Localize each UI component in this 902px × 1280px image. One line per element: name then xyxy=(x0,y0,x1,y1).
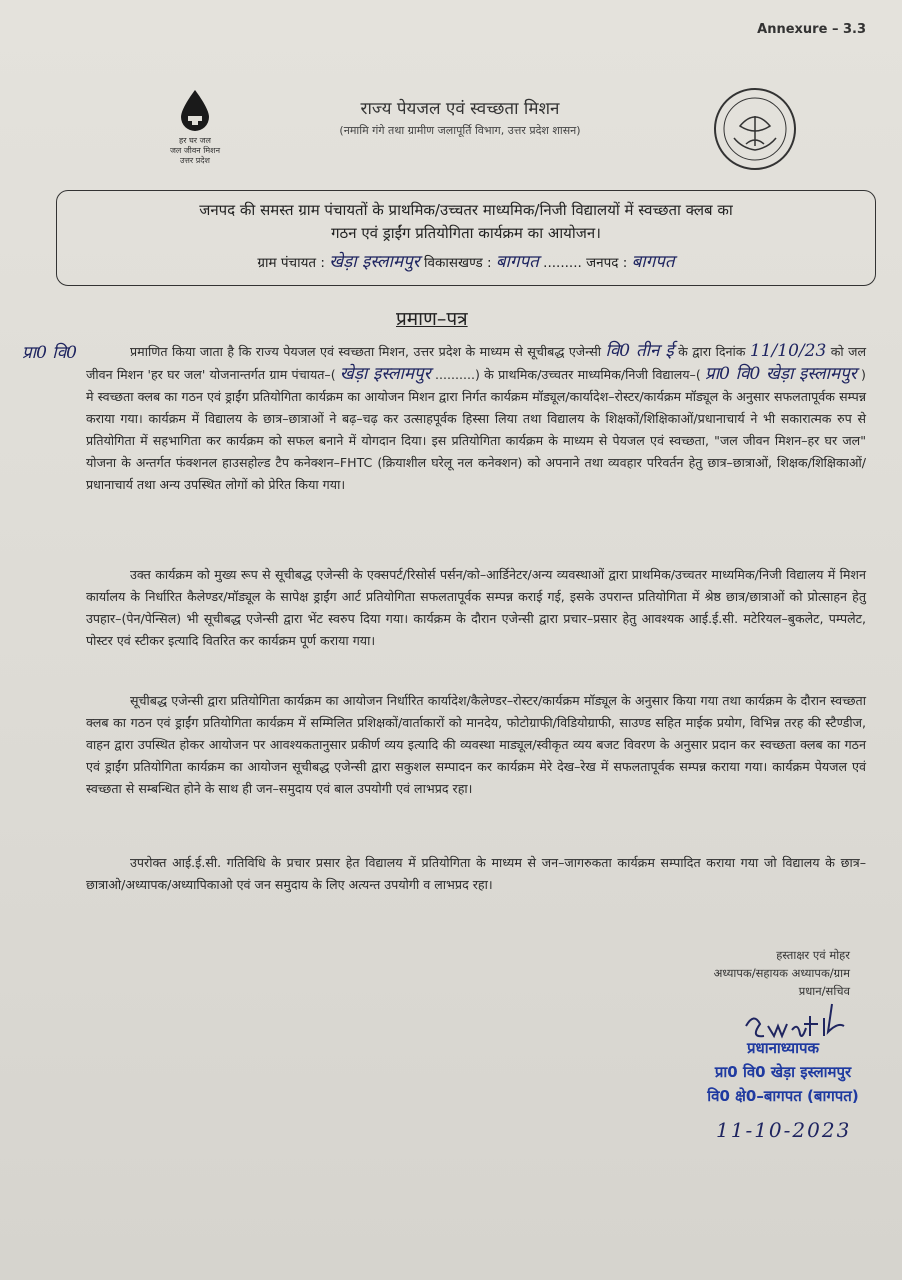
gram-panchayat-value: खेड़ा इस्लामपुर xyxy=(329,252,420,272)
gram-panchayat-handwritten: खेड़ा इस्लामपुर xyxy=(339,364,431,384)
block-label: विकासखण्ड : xyxy=(424,255,492,271)
paragraph-2 xyxy=(86,564,866,652)
water-drop-icon xyxy=(176,88,214,132)
document-title: प्रमाण–पत्र xyxy=(396,308,468,330)
signature-date: 11-10-2023 xyxy=(716,1118,852,1142)
logo-caption-3: उत्तर प्रदेश xyxy=(180,156,210,165)
location-line: ग्राम पंचायत : खेड़ा इस्लामपुर विकासखण्ड : बागपत ......... जनपद : बागपत xyxy=(257,252,675,272)
para1-text-d: ..........) के प्राथमिक/उच्चतर माध्यमिक/निजी विद्यालय–( xyxy=(434,367,701,382)
mission-subtitle: (नमामि गंगे तथा ग्रामीण जलापूर्ति विभाग, उत्तर प्रदेश शासन) xyxy=(339,124,581,137)
logo-caption-1: हर घर जल xyxy=(179,136,211,145)
signatory-roles: अध्यापक/सहायक अध्यापक/ग्राम xyxy=(713,966,850,980)
para2-text: उक्त कार्यक्रम को मुख्य रूप से सूचीबद्ध एजेन्सी के एक्सपर्ट/रिसोर्स पर्सन/को–आर्डिनेटर/अन्य व्यवस्थाओं द्वारा प्राथमिक/उच्चतर माध्यमिक/निजी विद्यालय में मिशन कार्यालय के निर्धारित कैलेण्डर/मॉड्यूल के सापेक्ष ड्राईंग आर्ट प्रतियोगिता सफलतापूर्वक सम्पन्न कराई गई, इसके उपरान्त प्रतियोगिता में श्रेष्ठ छात्र/छात्राओं को प्रोत्साहन हेतु उपहार–(पेन/पेन्सिल) भी सूचीबद्ध एजेन्सी द्वारा भेंट स्वरुप दिया गया। कार्यक्रम के दौरान एजेन्सी द्वारा प्रचार–प्रसार हेतु आवश्यक आई.ई.सी. मटेरियल–बुकलेट, पम्पलेट, पोस्टर एवं स्टीकर इत्यादि वितरित कर कार्यक्रम पूर्ण कराया गया। xyxy=(86,567,866,648)
har-ghar-jal-logo xyxy=(150,88,240,166)
stamp-line-1: प्रधानाध्यापक xyxy=(746,1039,820,1057)
para1-text-a: प्रमाणित किया जाता है कि राज्य पेयजल एवं स्वच्छता मिशन, उत्तर प्रदेश के माध्यम से सूचीबद्ध एजेन्सी xyxy=(130,344,601,359)
mission-title: राज्य पेयजल एवं स्वच्छता मिशन xyxy=(360,99,560,119)
signatory-roles-2: प्रधान/सचिव xyxy=(798,984,850,998)
block-value: बागपत xyxy=(495,252,539,272)
stamp-line-3: वि0 क्षे0–बागपत (बागपत) xyxy=(707,1087,859,1105)
paragraph-4 xyxy=(86,852,866,896)
district-label: जनपद : xyxy=(586,255,628,271)
date-handwritten-inline: 11/10/23 xyxy=(749,341,827,361)
headmaster-stamp xyxy=(688,1036,878,1108)
agency-name-handwritten: वि0 तीन ई xyxy=(605,341,674,361)
subject-line-1: जनपद की समस्त ग्राम पंचायतों के प्राथमिक/उच्चतर माध्यमिक/निजी विद्यालयों में स्वच्छता क्लब का xyxy=(199,201,733,219)
gram-panchayat-label: ग्राम पंचायत : xyxy=(257,255,325,271)
district-value: बागपत xyxy=(631,252,675,272)
para1-text-b: के द्वारा दिनांक xyxy=(678,344,746,359)
page-header xyxy=(250,96,670,138)
school-handwritten: प्रा0 वि0 खेड़ा इस्लामपुर xyxy=(705,364,857,384)
para4-text: उपरोक्त आई.ई.सी. गतिविधि के प्रचार प्रसार हेत विद्यालय में प्रतियोगिता के माध्यम से जन–जागरुकता कार्यक्रम सम्पादित कराया गया जो विद्यालय के छात्र–छात्राओ/अध्यापक/अध्यापिकाओ एवं जन समुदाय के लिए अत्यन्त उपयोगी व लाभप्रद रहा। xyxy=(86,855,866,892)
up-government-seal-icon xyxy=(712,86,798,172)
subject-line-2: गठन एवं ड्राईंग प्रतियोगिता कार्यक्रम का आयोजन। xyxy=(331,224,601,242)
para1-text-e: ) मे स्वच्छता क्लब का गठन एवं ड्राईंग प्रतियोगिता कार्यक्रम का आयोजन मिशन द्वारा निर्गत कार्यक्रम मॉड्यूल/कार्यादेश–रोस्टर/कार्यक्रम मॉड्यूल के अनुसार सफलतापूर्वक सम्पन्न कराया गया। कार्यक्रम में विद्यालय के छात्र–छात्राओं ने बढ़–चढ़ कर उत्साहपूर्वक हिस्सा लिया तथा विद्यालय के शिक्षकों/शिक्षिकाओं/प्रधानाचार्य ने भी सकारात्मक रुप से प्रतियोगिता में सहभागिता कर कार्यक्रम को सफल बनाने में योगदान दिया। इस प्रतियोगिता कार्यक्रम के माध्यम से पेयजल एवं स्वच्छता, "जल जीवन मिशन–हर घर जल" योजना के अन्तर्गत फंक्शनल हाउसहोल्ड टैप कनेक्शन–FHTC (क्रियाशील घरेलू नल कनेक्शन) को अपनाने तथा व्यवहार परिवर्तन हेतु छात्र–छात्राओं, शिक्षक/शिक्षिकाओं/प्रधानाचार्य तथा अन्य उपस्थित लोगों को प्रेरित किया गया। xyxy=(86,367,866,492)
para1-text-c: को जल जीवन मिशन 'हर घर जल' योजनान्तर्गत ग्राम पंचायत–( xyxy=(86,344,866,382)
subject-box xyxy=(56,190,876,286)
para3-text: सूचीबद्ध एजेन्सी द्वारा प्रतियोगिता कार्यक्रम का आयोजन निर्धारित कार्यादेश/कैलेण्डर–रोस्टर/कार्यक्रम मॉड्यूल के अनुसार किया गया तथा कार्यक्रम के दौरान स्वच्छता क्लब का गठन एवं ड्राईंग प्रतियोगिता कार्यक्रम में सम्मिलित प्रशिक्षकों/वार्ताकारों को मानदेय, फोटोग्राफी/विडियोग्राफी, साउण्ड सहित माईक प्रयोग, विभिन्न तरह की स्टैण्डीज, वाहन द्वारा उपस्थित होकर आयोजन पर आवश्यकतानुसार प्रकीर्ण व्यय इत्यादि की व्यवस्था माड्यूल/स्वीकृत व्यय बजट विवरण के अनुसार प्रदान कर स्वच्छता क्लब का गठन एवं ड्राईंग प्रतियोगिता कार्यक्रम का आयोजन सूचीबद्ध एजेन्सी द्वारा सकुशल सम्पादन कर कार्यक्रम मेरे देख–रेख में सफलतापूर्वक सम्पन्न कराया गया। कार्यक्रम पेयजल एवं स्वच्छता से सम्बन्धित होने के साथ ही जन–समुदाय एवं बाल उपयोगी एवं लाभप्रद रहा। xyxy=(86,693,866,796)
paragraph-3 xyxy=(86,690,866,800)
stamp-line-2: प्रा0 वि0 खेड़ा इस्लामपुर xyxy=(714,1063,852,1081)
paragraph-1 xyxy=(86,340,866,496)
logo-caption-2: जल जीवन मिशन xyxy=(169,146,221,155)
annexure-label: Annexure – 3.3 xyxy=(757,22,866,37)
margin-handwritten-note: प्रा0 वि0 xyxy=(22,343,77,363)
signature-label: हस्ताक्षर एवं मोहर xyxy=(776,948,850,962)
signature-block xyxy=(620,946,850,1000)
